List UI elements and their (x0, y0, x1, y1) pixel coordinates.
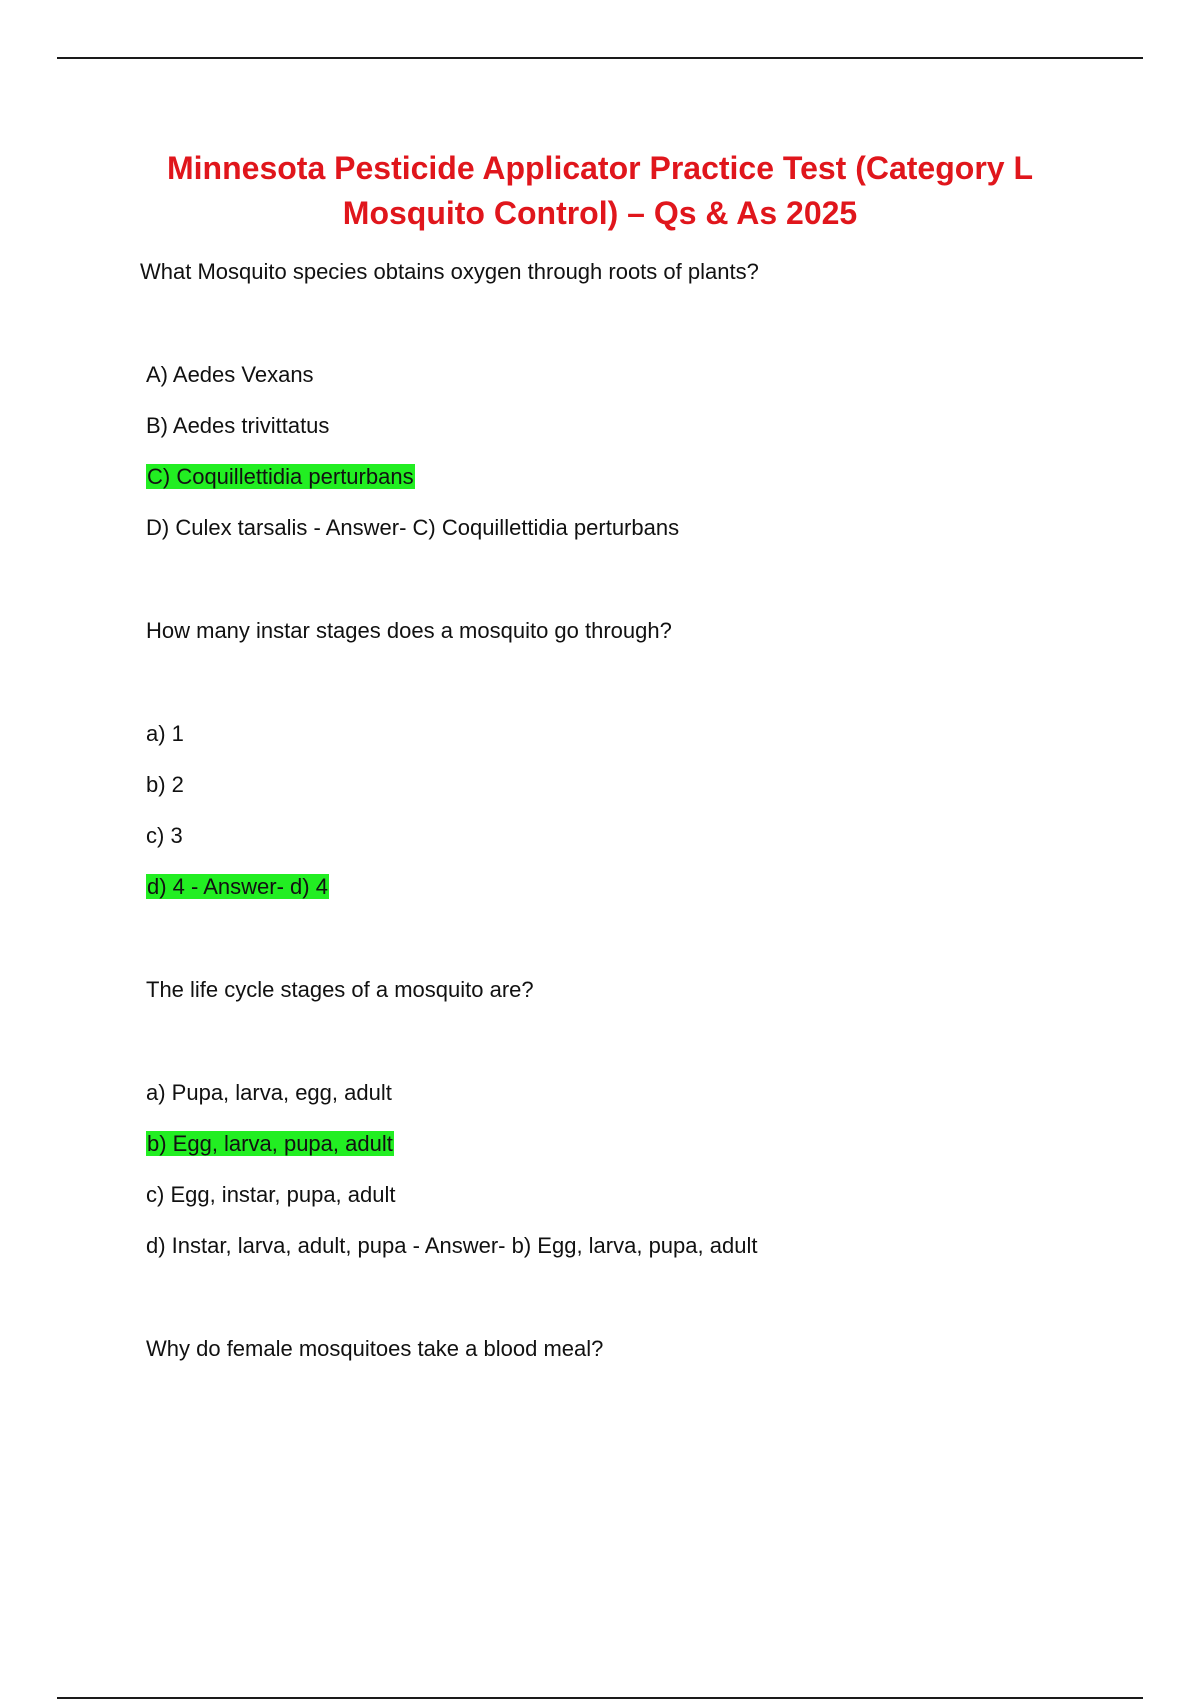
answer-option (146, 1232, 1146, 1260)
option-a-text: A) Aedes Vexans (146, 362, 314, 387)
question-block-2 (146, 617, 1146, 901)
answer-option (146, 1130, 1146, 1158)
option-b-text: B) Aedes trivittatus (146, 413, 330, 438)
option-b-text-highlighted: b) Egg, larva, pupa, adult (147, 1131, 393, 1156)
question-text: The life cycle stages of a mosquito are? (146, 977, 534, 1002)
question-block-1 (140, 258, 1146, 542)
answer-option (146, 463, 1146, 491)
answer-option (146, 1181, 1146, 1209)
option-d-text: D) Culex tarsalis - Answer- C) Coquillettidia perturbans (146, 515, 680, 540)
bottom-divider (57, 1697, 1143, 1699)
page-title: Minnesota Pesticide Applicator Practice Test (Category L Mosquito Control) – Qs & As 2025 (167, 150, 1033, 231)
top-divider (57, 57, 1143, 59)
question-block-4 (146, 1335, 1146, 1363)
answer-option (146, 873, 1146, 901)
question-block-3 (146, 976, 1146, 1260)
option-a-text: a) Pupa, larva, egg, adult (146, 1080, 392, 1105)
option-c-text: c) 3 (146, 823, 183, 848)
answer-option (146, 771, 1146, 799)
answer-option (146, 412, 1146, 440)
question-list (140, 258, 1146, 1363)
option-d-text: d) Instar, larva, adult, pupa - Answer- b) Egg, larva, pupa, adult (146, 1233, 758, 1258)
option-a-text: a) 1 (146, 721, 184, 746)
answer-option (146, 720, 1146, 748)
option-c-text-highlighted: C) Coquillettidia perturbans (147, 464, 414, 489)
answer-option (146, 822, 1146, 850)
option-c-text: c) Egg, instar, pupa, adult (146, 1182, 396, 1207)
question-text: What Mosquito species obtains oxygen through roots of plants? (140, 259, 759, 284)
answer-option (146, 361, 1146, 389)
answer-option (146, 1079, 1146, 1107)
option-b-text: b) 2 (146, 772, 184, 797)
question-text: Why do female mosquitoes take a blood meal? (146, 1336, 604, 1361)
option-d-text-highlighted: d) 4 - Answer- d) 4 (147, 874, 328, 899)
answer-option (146, 514, 1146, 542)
question-text: How many instar stages does a mosquito go through? (146, 618, 672, 643)
